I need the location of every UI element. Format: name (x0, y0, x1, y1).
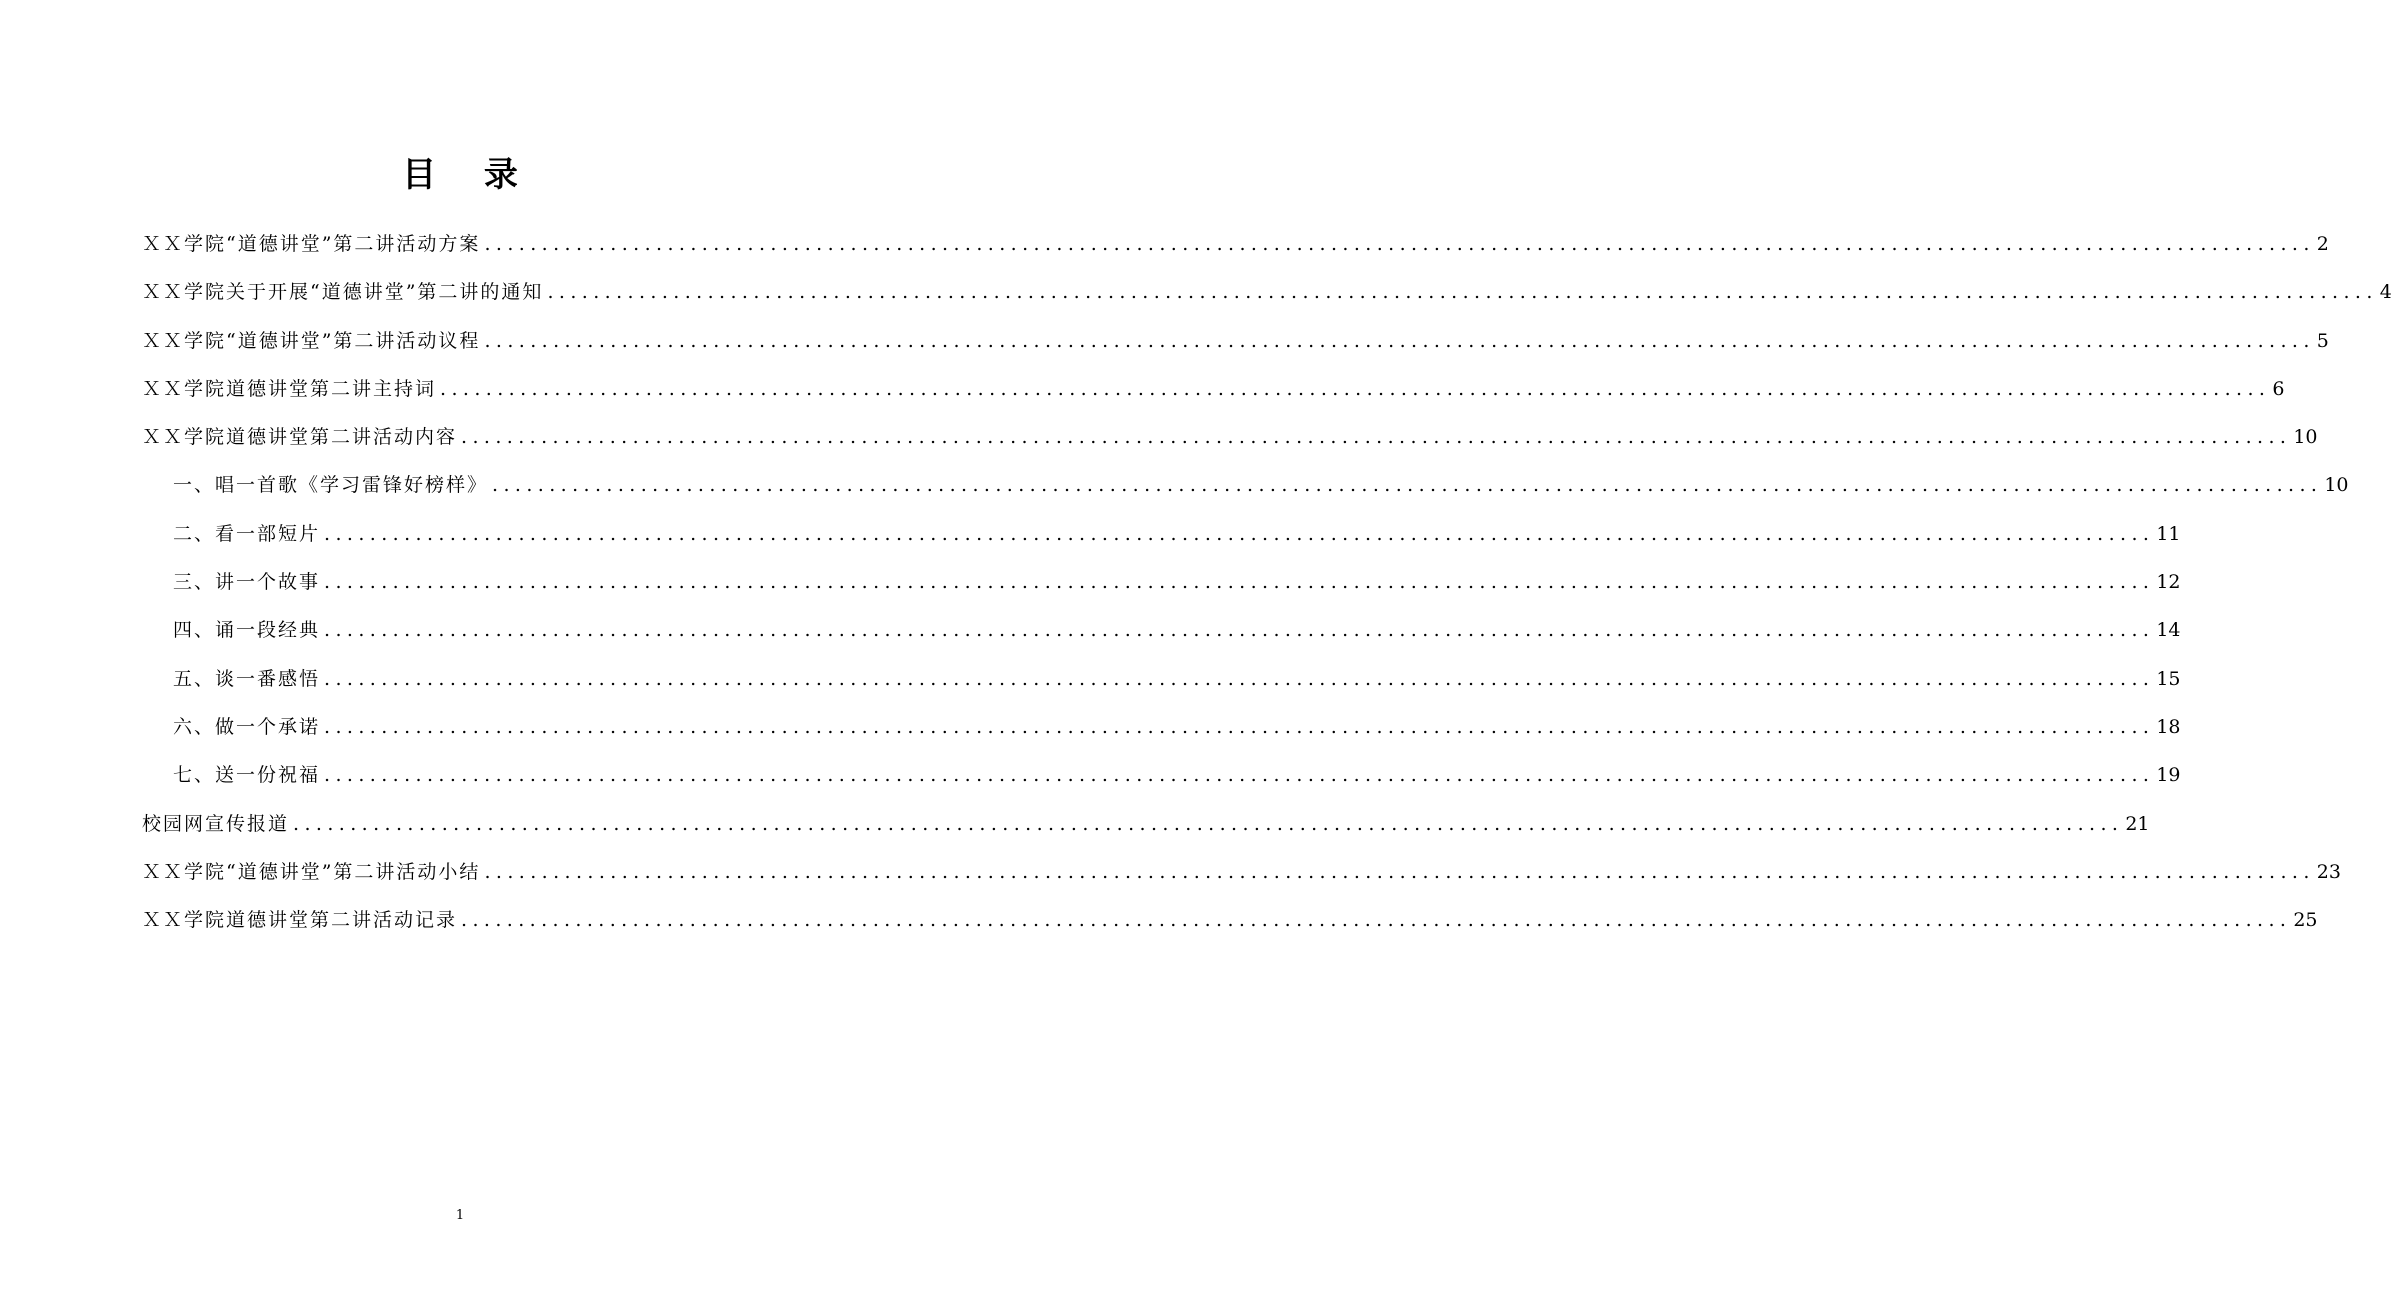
toc-entry[interactable] (142, 317, 2329, 365)
toc-dot-leader: ................................................................................................................................................................ (324, 715, 2155, 738)
toc-subentry[interactable] (142, 606, 2181, 654)
toc-entry-page: 2 (2316, 233, 2329, 255)
toc-entry-text: ＸＸ学院“道德讲堂”第二讲活动方案 (142, 233, 481, 255)
toc-entry-page: 10 (2293, 426, 2318, 449)
toc-entry-page: 6 (2272, 377, 2285, 400)
toc-entry-text: 一、唱一首歌《学习雷锋好榜样》 (173, 474, 489, 497)
toc-entry-page: 19 (2156, 764, 2181, 787)
toc-subentry[interactable] (142, 558, 2181, 606)
toc-entry-text: 二、看一部短片 (173, 522, 321, 545)
toc-entry[interactable] (142, 365, 2285, 413)
toc-subentry[interactable] (142, 751, 2181, 799)
toc-entry[interactable] (142, 896, 2318, 944)
toc-dot-leader: ................................................................................................................................................................ (484, 860, 2315, 883)
toc-dot-leader: ................................................................................................................................................................ (461, 426, 2292, 449)
toc-entry-page: 25 (2293, 909, 2318, 932)
toc-dot-leader: ................................................................................................................................................................ (484, 329, 2315, 352)
toc-dot-leader: ................................................................................................................................................................ (440, 377, 2271, 400)
toc-entry-text: 校园网宣传报道 (142, 812, 290, 835)
toc-entry[interactable] (142, 220, 2329, 268)
toc-entry[interactable] (142, 800, 2150, 848)
toc-dot-leader: ................................................................................................................................................................ (324, 667, 2155, 690)
toc-entry-text: 六、做一个承诺 (173, 715, 321, 738)
toc-dot-leader: ................................................................................................................................................................ (547, 281, 2378, 304)
toc-subentry[interactable] (142, 703, 2181, 751)
toc-entry-page: 4 (2379, 281, 2392, 304)
toc-entry-text: ＸＸ学院道德讲堂第二讲活动记录 (142, 909, 458, 932)
toc-entry-text: 四、诵一段经典 (173, 619, 321, 642)
toc-entry-text: ＸＸ学院“道德讲堂”第二讲活动议程 (142, 329, 481, 352)
toc-entry-page: 5 (2316, 329, 2329, 352)
toc-entry-text: 五、谈一番感悟 (173, 667, 321, 690)
toc-entry-text: 三、讲一个故事 (173, 571, 321, 594)
toc-dot-leader: ................................................................................................................................................................ (492, 474, 2323, 497)
toc-title: 目 录 (402, 155, 536, 195)
toc-entry-page: 14 (2156, 619, 2181, 642)
toc-dot-leader: ................................................................................................................................................................ (461, 909, 2292, 932)
toc-entry-text: 七、送一份祝福 (173, 764, 321, 787)
toc-entry-page: 15 (2156, 667, 2181, 690)
toc-dot-leader: ................................................................................................................................................................ (324, 522, 2155, 545)
toc-dot-leader: ................................................................................................................................................................ (324, 764, 2155, 787)
toc-subentry[interactable] (142, 461, 2349, 509)
toc-entry-page: 11 (2156, 522, 2181, 545)
toc-entry[interactable] (142, 848, 2341, 896)
toc-entry-page: 12 (2156, 571, 2181, 594)
toc-dot-leader: ................................................................................................................................................................ (484, 233, 2315, 255)
toc-entry-page: 10 (2324, 474, 2349, 497)
toc-dot-leader: ................................................................................................................................................................ (324, 619, 2155, 642)
toc-entry-page: 21 (2125, 812, 2150, 835)
toc-entry-text: ＸＸ学院“道德讲堂”第二讲活动小结 (142, 860, 481, 883)
toc-entry-page: 23 (2316, 860, 2341, 883)
toc-entry-page: 18 (2156, 715, 2181, 738)
toc-subentry[interactable] (142, 655, 2181, 703)
toc-entry[interactable] (142, 268, 2392, 316)
page-number: 1 (455, 1208, 465, 1223)
toc-dot-leader: ................................................................................................................................................................ (293, 812, 2124, 835)
toc-entry-text: ＸＸ学院道德讲堂第二讲主持词 (142, 377, 437, 400)
toc-subentry[interactable] (142, 510, 2181, 558)
toc-dot-leader: ................................................................................................................................................................ (324, 571, 2155, 594)
toc-entry-text: ＸＸ学院关于开展“道德讲堂”第二讲的通知 (142, 281, 544, 304)
table-of-contents (142, 220, 2392, 944)
toc-entry[interactable] (142, 413, 2318, 461)
toc-entry-text: ＸＸ学院道德讲堂第二讲活动内容 (142, 426, 458, 449)
